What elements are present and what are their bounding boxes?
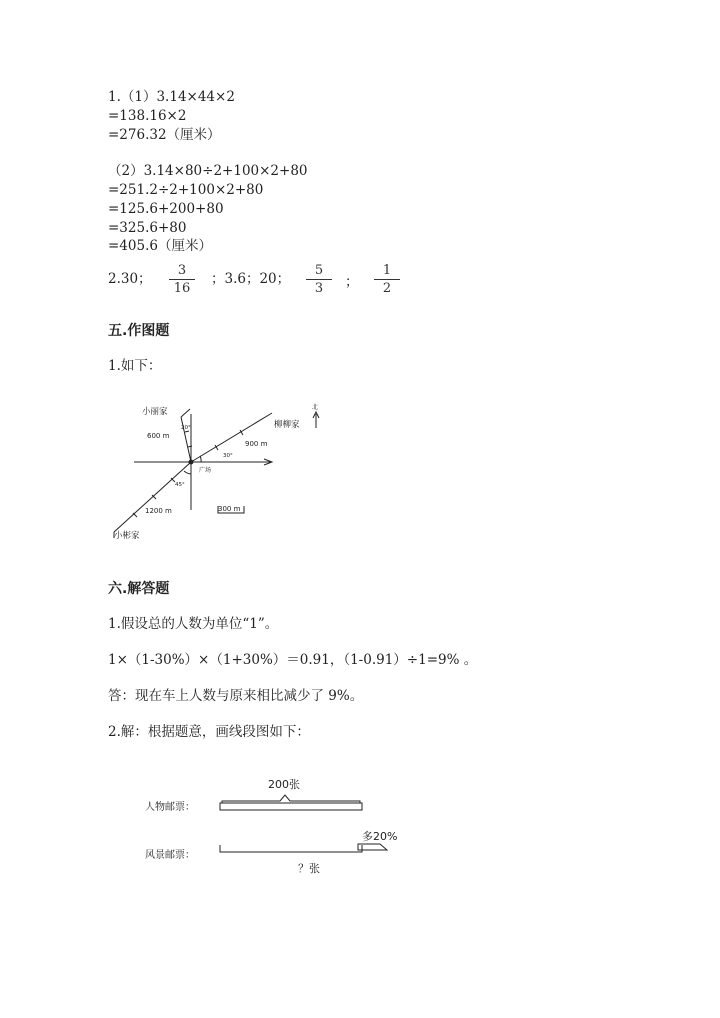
fraction-1-2	[374, 263, 400, 296]
angle-30: 30°	[223, 453, 233, 459]
liuliu-home-label: 柳柳家	[274, 420, 300, 430]
person-stamps-bar	[220, 803, 362, 810]
fraction-numerator: 3	[169, 263, 195, 280]
angle-20: 20°	[181, 425, 191, 431]
fraction-denominator: 3	[314, 281, 324, 296]
label-more-20: 多20%	[362, 830, 398, 843]
answer-line: =251.2÷2+100×2+80	[108, 182, 264, 198]
fraction-denominator: 16	[173, 281, 191, 296]
angle-45: 45°	[175, 482, 185, 488]
answer-line: =325.6+80	[108, 220, 187, 236]
answer-line: =405.6（厘米）	[108, 238, 212, 254]
xiaoying-home-label: 小彬家	[114, 531, 140, 541]
label-question: ？张	[298, 862, 320, 875]
section-heading: 五.作图题	[108, 323, 170, 339]
answer-line: 2.解：根据题意，画线段图如下：	[108, 724, 310, 740]
answer-line: （2）3.14×80÷2+100×2+80	[108, 163, 308, 179]
answer-line: =138.16×2	[108, 108, 187, 124]
xiaoli-home-label: 小丽家	[142, 407, 168, 417]
answer-line: 1.（1）3.14×44×2	[108, 89, 235, 105]
q2-middle: ；3.6；20；	[211, 271, 291, 287]
q2-separator: ；	[345, 274, 359, 290]
line-segment-diagram	[140, 770, 410, 880]
answer-line: 答：现在车上人数与原来相比减少了 9%。	[108, 688, 364, 704]
answer-line: =125.6+200+80	[108, 201, 224, 217]
section-heading: 六.解答题	[108, 581, 170, 597]
north-label: 北	[312, 404, 319, 411]
fraction-3-16	[169, 263, 195, 296]
route-to-xiaoli	[181, 417, 191, 462]
distance-900: 900 m	[245, 440, 268, 448]
distance-1200: 1200 m	[145, 507, 172, 515]
plaza-point	[189, 460, 194, 465]
plaza-label: 广场	[199, 467, 212, 474]
person-stamps-label: 人物邮票：	[145, 802, 195, 813]
brace-200	[222, 795, 360, 803]
fraction-denominator: 2	[382, 281, 392, 296]
answer-line: 1×（1-30%）×（1+30%）＝0.91，（1-0.91）÷1=9% 。	[108, 652, 478, 668]
fraction-numerator: 1	[374, 263, 400, 280]
fraction-numerator: 5	[306, 263, 332, 280]
route-to-xiaoying	[114, 462, 191, 532]
label-200: 200张	[268, 778, 300, 791]
answer-line: 1.假设总的人数为单位“1”。	[108, 616, 279, 632]
answer-line: 1.如下：	[108, 358, 162, 374]
q2-prefix: 2.30；	[108, 271, 152, 287]
scenery-base-bar	[220, 845, 362, 852]
scale-label: 300 m	[218, 505, 241, 513]
scenery-stamps-label: 风景邮票：	[145, 850, 195, 861]
fraction-5-3	[306, 263, 332, 296]
distance-600: 600 m	[147, 432, 170, 440]
direction-map-diagram	[100, 392, 340, 552]
answer-line: =276.32（厘米）	[108, 127, 221, 143]
